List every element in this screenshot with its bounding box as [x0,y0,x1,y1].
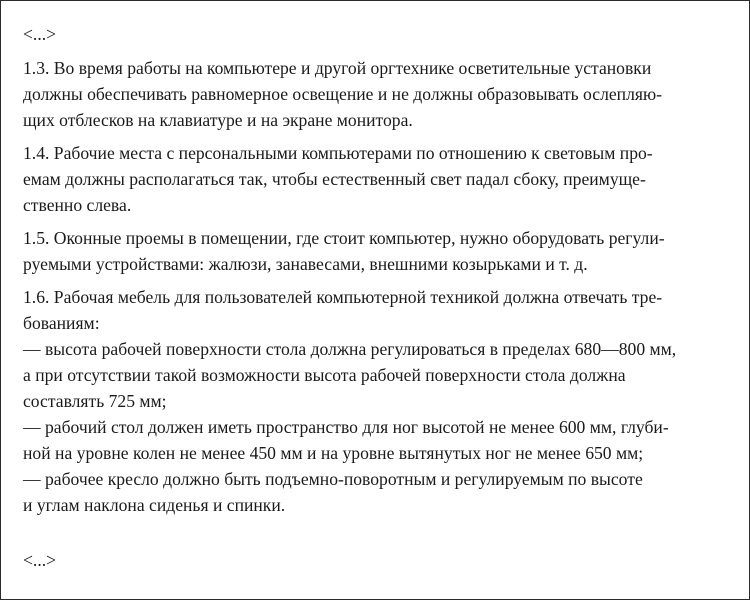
paragraph-1-6: 1.6. Рабочая мебель для пользователей компьютерной техникой должна отвечать тре- бованиям: — высота рабочей поверхности стола должна регулироваться в пределах 680—800 мм, а при отсутствии такой возможности высота рабочей поверхности стола должна составлять 725 мм; — рабочий стол должен иметь пространство для ног высотой не менее 600 мм, глуби- ной на уровне колен не менее 450 мм и на уровне вытянутых ног не менее 650 мм; — рабочее кресло должно быть подъемно-поворотным и регулируемым по высоте и углам наклона сиденья и спинки. [23,287,677,515]
paragraph-1-5: 1.5. Оконные проемы в помещении, где стоит компьютер, нужно оборудовать регули- руемыми устройствами: жалюзи, занавесами, внешними козырьками и т. д. [23,228,665,274]
paragraph-1-3: 1.3. Во время работы на компьютере и другой оргтехнике осветительные установки должны обеспечивать равномерное освещение и не должны образовывать ослепляю- щих отблесков на клавиатуре и на экране монитора. [23,58,662,130]
ellipsis-bottom: <...> [23,550,57,570]
paragraph-1-4: 1.4. Рабочие места с персональными компьютерами по отношению к световым про- емам должны располагаться так, чтобы естественный свет падал сбоку, преимуще- ственно слева. [23,143,653,215]
ellipsis-top: <...> [23,24,57,44]
